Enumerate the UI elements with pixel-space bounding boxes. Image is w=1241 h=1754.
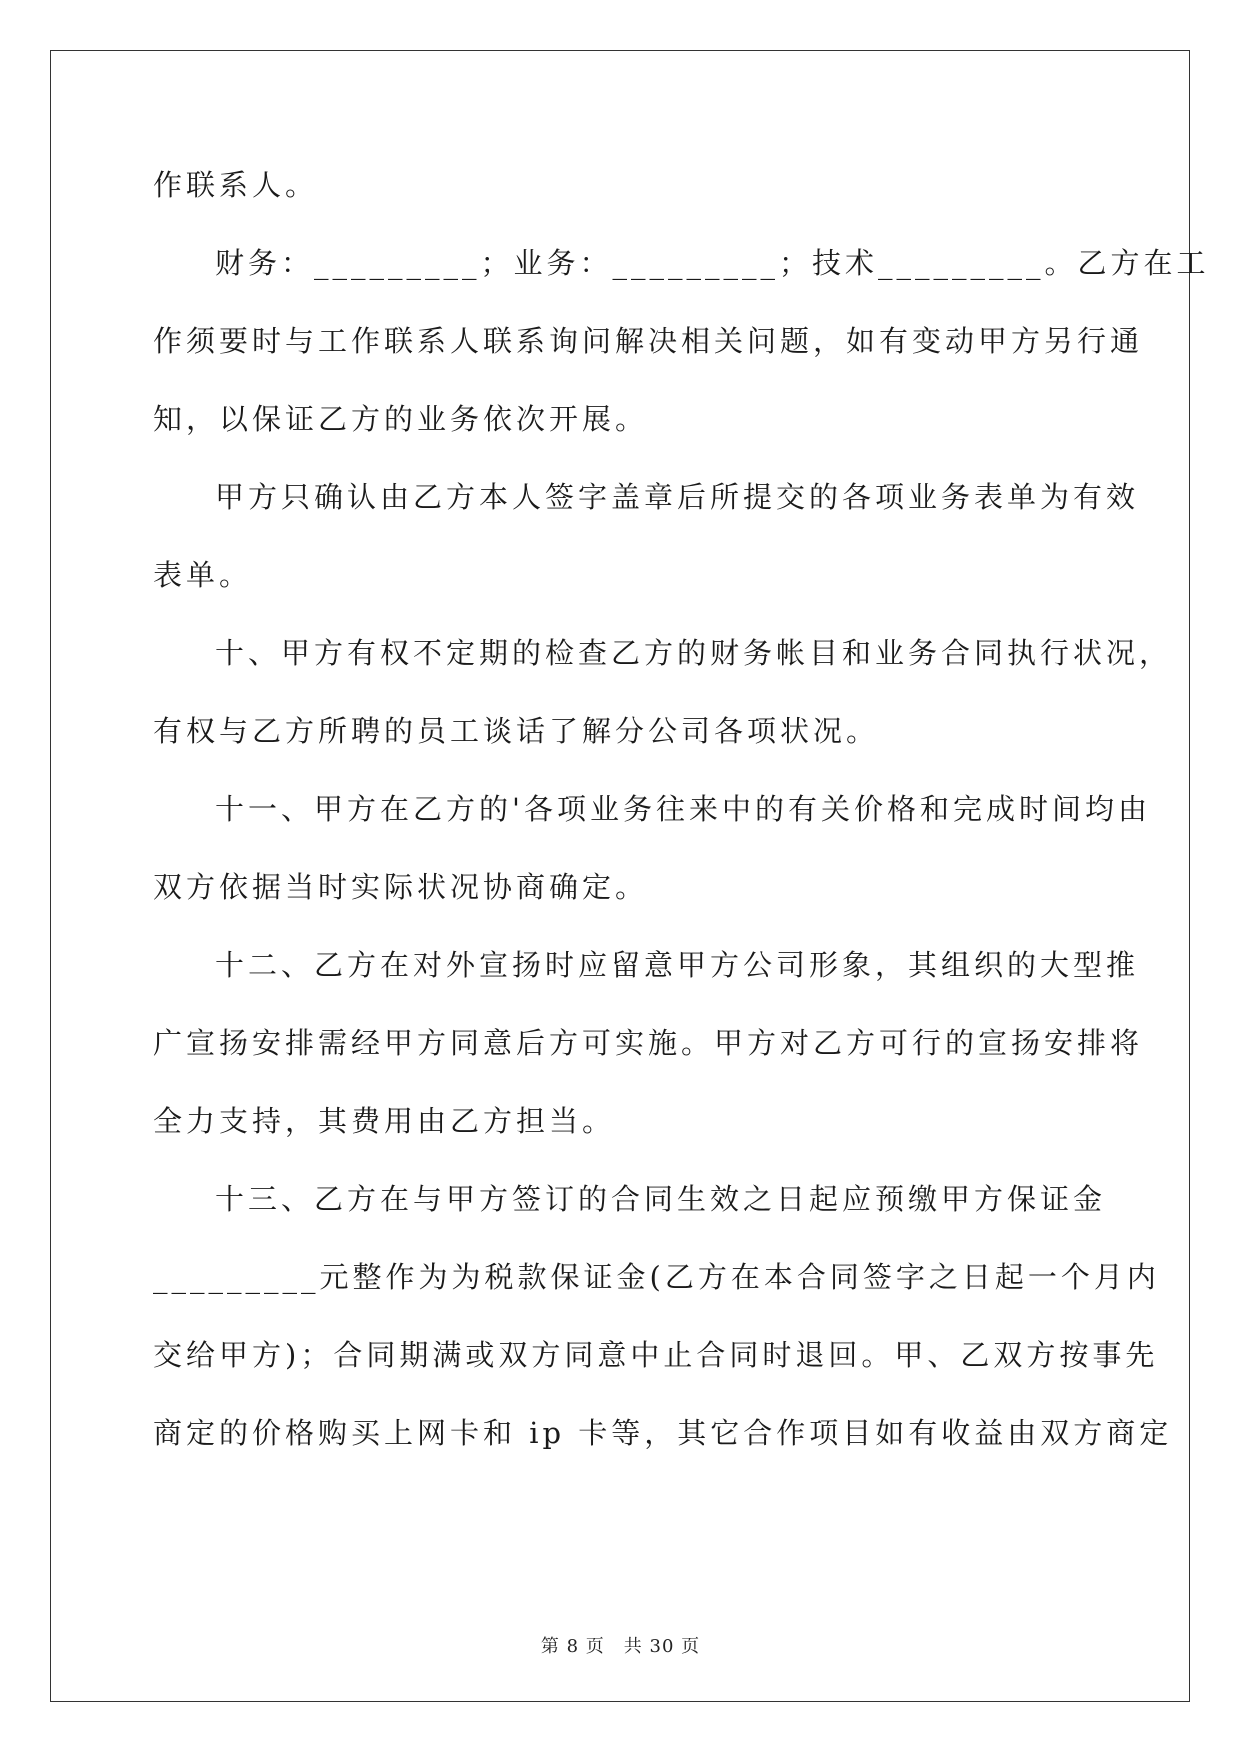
text-line: 财务：_________；业务：_________；技术_________。乙方在工 xyxy=(215,246,1210,280)
text-line: 交给甲方)；合同期满或双方同意中止合同时退回。甲、乙双方按事先 xyxy=(153,1338,1159,1372)
text-line: 作须要时与工作联系人联系询问解决相关问题，如有变动甲方另行通 xyxy=(153,324,1144,358)
text-line: 作联系人。 xyxy=(153,168,319,202)
text-line: 双方依据当时实际状况协商确定。 xyxy=(153,870,649,904)
text-line: 有权与乙方所聘的员工谈话了解分公司各项状况。 xyxy=(153,714,880,748)
document-body xyxy=(153,166,1210,1453)
text-line: 甲方只确认由乙方本人签字盖章后所提交的各项业务表单为有效 xyxy=(215,480,1140,514)
text-line: 知，以保证乙方的业务依次开展。 xyxy=(153,402,649,436)
text-line: 十三、乙方在与甲方签订的合同生效之日起应预缴甲方保证金 xyxy=(215,1182,1107,1216)
text-line: 十一、甲方在乙方的'各项业务往来中的有关价格和完成时间均由 xyxy=(215,792,1151,826)
text-line: 全力支持，其费用由乙方担当。 xyxy=(153,1104,616,1138)
text-line: 商定的价格购买上网卡和 ip 卡等，其它合作项目如有收益由双方商定 xyxy=(153,1416,1173,1450)
text-line: 十、甲方有权不定期的检查乙方的财务帐目和业务合同执行状况， xyxy=(215,636,1173,670)
page-number-footer: 第 8 页 共 30 页 xyxy=(540,1636,701,1657)
text-line: 十二、乙方在对外宣扬时应留意甲方公司形象，其组织的大型推 xyxy=(215,948,1140,982)
text-line: 表单。 xyxy=(153,558,253,592)
text-line: 广宣扬安排需经甲方同意后方可实施。甲方对乙方可行的宣扬安排将 xyxy=(153,1026,1144,1060)
text-line: _________元整作为为税款保证金(乙方在本合同签字之日起一个月内 xyxy=(153,1260,1160,1294)
